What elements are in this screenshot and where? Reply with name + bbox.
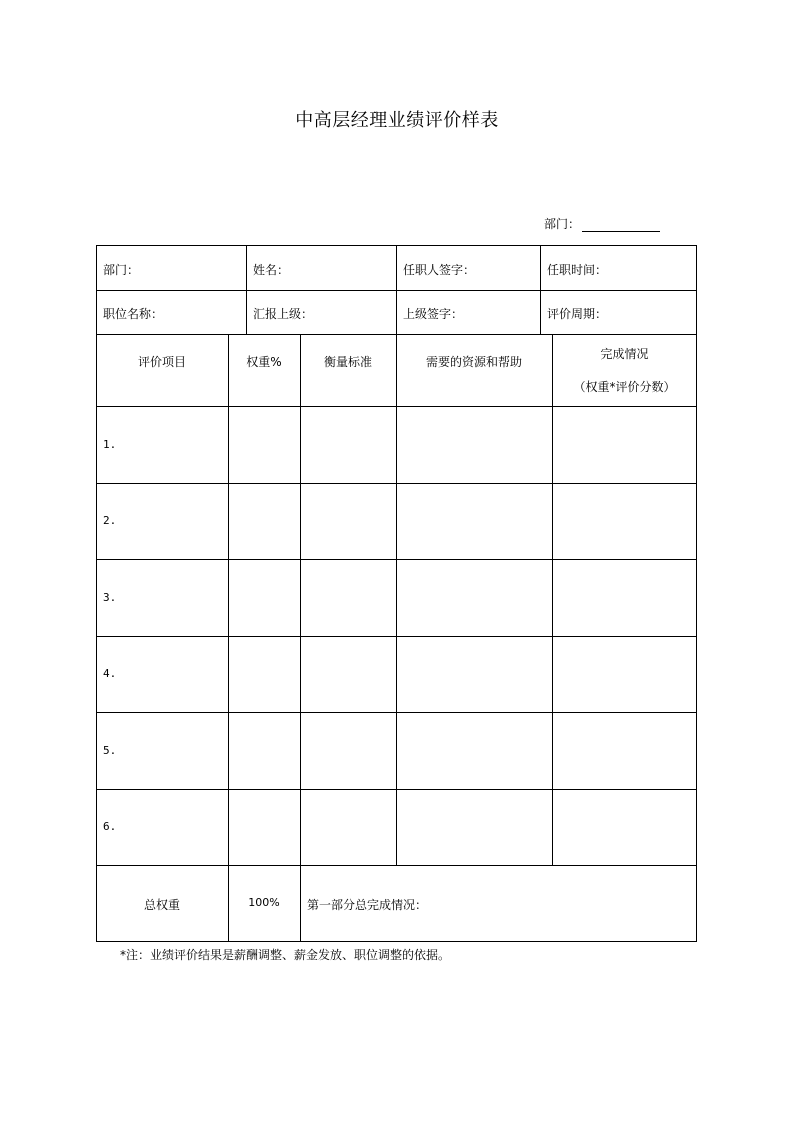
department-label: 部门：	[544, 217, 581, 231]
total-weight-value: 100%	[248, 896, 280, 909]
info-position: 职位名称：	[103, 307, 164, 321]
info-supervisor-signature: 上级签字：	[403, 307, 464, 321]
info-report-to: 汇报上级：	[253, 307, 314, 321]
total-completion-label: 第一部分总完成情况：	[307, 898, 428, 912]
info-tenure-time: 任职时间：	[547, 263, 608, 277]
department-blank[interactable]	[582, 217, 660, 232]
table-rule	[396, 245, 397, 334]
row-number: 1.	[103, 438, 117, 451]
header-resources: 需要的资源和帮助	[425, 355, 522, 369]
header-weight: 权重%	[246, 355, 282, 369]
table-rule	[96, 865, 697, 866]
table-rule	[246, 245, 247, 334]
header-item: 评价项目	[137, 355, 186, 369]
row-number: 3.	[103, 591, 117, 604]
header-completion-note: （权重*评价分数）	[573, 380, 676, 394]
row-number: 4.	[103, 667, 117, 680]
footnote: *注：业绩评价结果是薪酬调整、薪金发放、职位调整的依据。	[120, 948, 451, 962]
table-rule	[228, 334, 229, 942]
info-employee-signature: 任职人签字：	[403, 263, 476, 277]
row-number: 2.	[103, 514, 117, 527]
info-department: 部门：	[103, 263, 140, 277]
table-rule	[540, 245, 541, 334]
department-field	[544, 215, 660, 232]
row-number: 5.	[103, 744, 117, 757]
page-title: 中高层经理业绩评价样表	[295, 110, 499, 131]
table-rule	[552, 334, 553, 865]
row-number: 6.	[103, 820, 117, 833]
table-rule	[396, 334, 397, 865]
header-standard: 衡量标准	[323, 355, 372, 369]
info-evaluation-period: 评价周期：	[547, 307, 608, 321]
info-name: 姓名：	[253, 263, 290, 277]
table-rule	[300, 334, 301, 942]
total-weight-label: 总权重	[143, 898, 180, 912]
header-completion: 完成情况	[600, 347, 649, 361]
